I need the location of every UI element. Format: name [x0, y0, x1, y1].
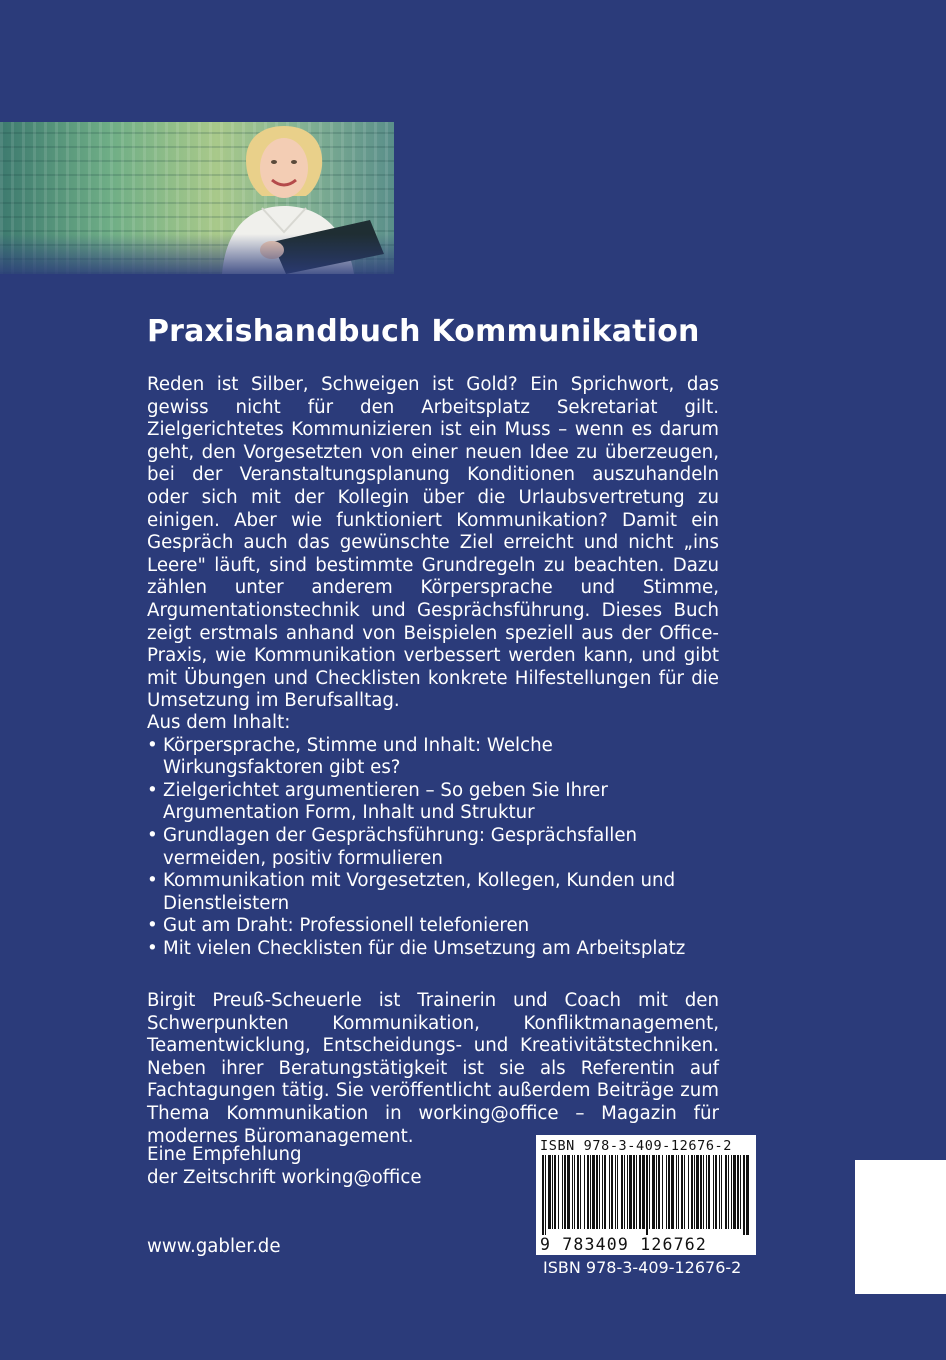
barcode-bar	[554, 1155, 556, 1229]
barcode-bar	[691, 1155, 693, 1229]
recommendation	[147, 1144, 422, 1189]
barcode-bar	[700, 1155, 702, 1229]
bullet-icon: •	[147, 870, 158, 892]
barcode-bar	[733, 1155, 736, 1229]
publisher-website: www.gabler.de	[147, 1236, 281, 1257]
bullet-icon: •	[147, 779, 158, 801]
barcode-bar	[604, 1155, 606, 1229]
barcode-bar	[681, 1155, 683, 1229]
price-label-area	[855, 1160, 946, 1294]
bullet-icon: •	[147, 915, 158, 937]
barcode-bar	[676, 1155, 677, 1229]
barcode-bar	[590, 1155, 591, 1229]
barcode-bar	[740, 1155, 741, 1229]
barcode-bar	[684, 1155, 685, 1229]
barcode-bar	[696, 1155, 699, 1229]
list-item-text: Mit vielen Checklisten für die Umsetzung am Arbeitsplatz	[163, 937, 686, 959]
barcode-bars	[542, 1155, 750, 1235]
barcode-bar	[708, 1155, 710, 1229]
barcode-bar	[617, 1155, 618, 1229]
cover-photo	[0, 122, 394, 274]
barcode-bar	[715, 1155, 717, 1229]
barcode-bar	[545, 1155, 546, 1235]
barcode-bar	[574, 1155, 575, 1229]
barcode-bar	[743, 1155, 745, 1235]
barcode-bar	[642, 1155, 645, 1229]
barcode-bar	[627, 1155, 628, 1229]
barcode-bar	[592, 1155, 595, 1229]
recommendation-line-2: der Zeitschrift working@office	[147, 1166, 422, 1188]
contents-list	[147, 735, 707, 961]
list-item	[147, 915, 707, 938]
book-title: Praxishandbuch Kommunikation	[147, 314, 700, 349]
barcode-bar	[639, 1155, 641, 1229]
author-bio: Birgit Preuß-Scheuerle ist Trainerin und Coach mit den Schwerpunkten Kommunikation, Konfliktmanagement, Teamentwicklung, Entscheidungs- und Kreativitätstechniken. Neben ihrer Beratungstätigkeit ist sie als Referentin auf Fachtagungen tätig. Sie veröffentlicht außerdem Beiträge zum Thema Kommunikation in working@office – Magazin für modernes Büromanagement.	[147, 990, 719, 1147]
barcode-bar	[652, 1155, 655, 1229]
barcode-bar	[721, 1155, 722, 1229]
barcode-digits: 9 783409 126762	[540, 1235, 708, 1254]
photo-fade	[0, 234, 394, 274]
bullet-icon: •	[147, 734, 158, 756]
barcode-bar	[725, 1155, 727, 1229]
barcode-bar	[688, 1155, 689, 1229]
barcode-bar	[666, 1155, 667, 1229]
barcode-bar	[678, 1155, 679, 1229]
barcode-bar	[737, 1155, 739, 1229]
barcode-bar	[577, 1155, 579, 1229]
barcode-bar	[649, 1155, 650, 1229]
barcode-bar	[599, 1155, 600, 1229]
contents-heading: Aus dem Inhalt:	[147, 712, 291, 733]
barcode-bar	[584, 1155, 585, 1229]
barcode-bar	[671, 1155, 674, 1229]
barcode-bar	[633, 1155, 635, 1229]
list-item	[147, 870, 707, 915]
barcode-bar	[646, 1155, 648, 1235]
barcode-bar	[596, 1155, 598, 1229]
barcode-bar	[703, 1155, 704, 1229]
barcode-bar	[658, 1155, 660, 1229]
barcode-bar	[580, 1155, 581, 1229]
list-item-text: Grundlagen der Gesprächsführung: Gesprächsfallen vermeiden, positiv formulieren	[163, 824, 638, 869]
list-item	[147, 825, 707, 870]
barcode-bar	[746, 1155, 749, 1235]
barcode-bar	[572, 1155, 573, 1229]
isbn-number: ISBN 978-3-409-12676-2	[543, 1258, 742, 1277]
barcode-bar	[662, 1155, 663, 1229]
barcode-bar	[706, 1155, 707, 1229]
barcode-bar	[587, 1155, 589, 1229]
barcode-bar	[562, 1155, 563, 1229]
barcode-bar	[609, 1155, 610, 1229]
barcode-bar	[719, 1155, 720, 1229]
list-item-text: Körpersprache, Stimme und Inhalt: Welche Wirkungsfaktoren gibt es?	[163, 734, 553, 779]
barcode-bar	[558, 1155, 559, 1229]
barcode-bar	[548, 1155, 551, 1229]
list-item-text: Kommunikation mit Vorgesetzten, Kollegen, Kunden und Dienstleistern	[163, 870, 676, 914]
barcode-bar	[624, 1155, 625, 1229]
barcode-bar	[615, 1155, 616, 1229]
isbn-barcode	[536, 1135, 756, 1255]
bullet-icon: •	[147, 824, 158, 846]
list-item	[147, 780, 707, 825]
barcode-bar	[621, 1155, 623, 1229]
barcode-bar	[731, 1155, 732, 1229]
barcode-bar	[602, 1155, 603, 1229]
barcode-bar	[656, 1155, 657, 1229]
list-item-text: Gut am Draht: Professionell telefonieren	[163, 915, 530, 937]
barcode-bar	[668, 1155, 670, 1229]
contents-section	[147, 712, 707, 961]
barcode-bar	[611, 1155, 613, 1229]
list-item-text: Zielgerichtet argumentieren – So geben Sie Ihrer Argumentation Form, Inhalt und Struktur	[163, 779, 608, 824]
barcode-bar	[552, 1155, 553, 1229]
barcode-bar	[728, 1155, 729, 1229]
barcode-isbn-label: ISBN 978-3-409-12676-2	[540, 1138, 733, 1154]
barcode-bar	[567, 1155, 570, 1229]
barcode-bar	[542, 1155, 544, 1235]
barcode-bar	[564, 1155, 566, 1229]
bullet-icon: •	[147, 937, 158, 959]
barcode-bar	[694, 1155, 695, 1229]
intro-paragraph: Reden ist Silber, Schweigen ist Gold? Ein Sprichwort, das gewiss nicht für den Arbeitsplatz Sekretariat gilt. Zielgerichtetes Kommunizieren ist ein Muss – wenn es darum geht, den Vorgesetzten von einer neuen Idee zu überzeugen, bei der Veranstaltungsplanung Konditionen auszuhandeln oder sich mit der Kollegin über die Urlaubsvertretung zu einigen. Aber wie funktioniert Kommunikation? Damit ein Gespräch auch das gewünschte Ziel erreicht und nicht „ins Leere" läuft, sind bestimmte Grundregeln zu beachten. Dazu zählen unter anderem Körpersprache und Stimme, Argumentationstechnik und Gesprächsführung. Dieses Buch zeigt erstmals anhand von Beispielen speziell aus der Office-Praxis, wie Kommunikation verbessert werden kann, und gibt mit Übungen und Checklisten konkrete Hilfestellungen für die Umsetzung im Berufsalltag.	[147, 374, 719, 712]
barcode-bar	[629, 1155, 632, 1229]
list-item	[147, 938, 707, 961]
barcode-bar	[713, 1155, 714, 1229]
recommendation-line-1: Eine Empfehlung	[147, 1144, 302, 1165]
list-item	[147, 735, 707, 780]
barcode-bar	[636, 1155, 637, 1229]
